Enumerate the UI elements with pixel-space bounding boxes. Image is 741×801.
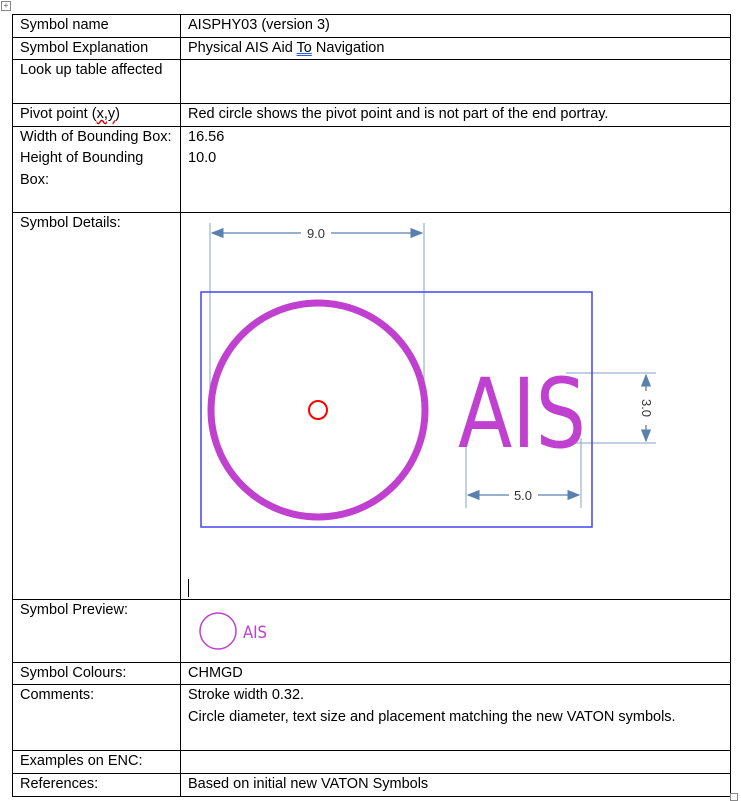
table-resize-handle[interactable]: [730, 793, 738, 801]
table-row: [13, 104, 731, 127]
table-row: [13, 662, 731, 685]
text-cursor: [188, 579, 189, 597]
value-symbol-colours: CHMGD: [181, 662, 731, 685]
table-row: [13, 126, 731, 212]
label-comments: Comments:: [13, 685, 181, 751]
text: Pivot point (: [20, 106, 97, 122]
dimension-extension-lines: [210, 223, 656, 508]
preview-circle-icon: [200, 613, 236, 649]
table-row: [13, 599, 731, 662]
table-row: [13, 212, 731, 599]
table-row: [13, 751, 731, 774]
value-height: 10.0: [188, 150, 217, 166]
value-references: Based on initial new VATON Symbols: [181, 773, 731, 796]
comment-line: Stroke width 0.32.: [188, 687, 305, 703]
value-pivot-point: Red circle shows the pivot point and is not part of the end portray.: [181, 104, 731, 127]
text: Physical AIS Aid: [188, 39, 297, 56]
symbol-spec-table: [12, 14, 731, 797]
spelling-flag-word[interactable]: x,y: [96, 106, 116, 122]
label-references: References:: [13, 773, 181, 796]
symbol-details-drawing: [181, 213, 741, 598]
label-symbol-explanation: Symbol Explanation: [13, 37, 181, 60]
label-symbol-details: Symbol Details:: [13, 212, 181, 599]
table-row: [13, 60, 731, 104]
preview-ais-text: AIS: [243, 622, 267, 643]
value-symbol-name: AISPHY03 (version 3): [181, 15, 731, 38]
value-examples-enc: [181, 751, 731, 774]
dimension-label-text-height: 3.0: [639, 398, 654, 417]
text: ): [115, 106, 120, 122]
symbol-preview-drawing: [181, 600, 301, 660]
dimension-label-text-width: 5.0: [513, 487, 533, 503]
table-move-handle[interactable]: +: [1, 1, 11, 11]
value-symbol-explanation: [181, 37, 731, 60]
symbol-preview-cell: [181, 599, 731, 662]
comment-line: Circle diameter, text size and placement matching the new VATON symbols.: [188, 708, 676, 725]
value-width: 16.56: [188, 128, 225, 145]
table-row: [13, 37, 731, 60]
label-symbol-name: Symbol name: [13, 15, 181, 38]
table-row: [13, 773, 731, 796]
label-pivot-point: [13, 104, 181, 127]
value-comments: [181, 685, 731, 751]
pivot-point-icon: [309, 401, 327, 419]
label-height: Height of Bounding Box:: [20, 150, 144, 188]
label-symbol-preview: Symbol Preview:: [13, 599, 181, 662]
table-row: [13, 685, 731, 751]
table-row: [13, 15, 731, 38]
value-bounding-box: [181, 126, 731, 212]
ais-circle-icon: [211, 303, 425, 517]
label-width: Width of Bounding Box:: [20, 128, 172, 145]
text: Navigation: [311, 39, 385, 56]
symbol-details-cell: [181, 212, 731, 599]
label-examples-enc: Examples on ENC:: [13, 751, 181, 774]
dimension-label-width: 9.0: [306, 225, 326, 241]
value-lookup-table: [181, 60, 731, 104]
label-bounding-box: [13, 126, 181, 212]
grammar-flag-word[interactable]: To: [296, 39, 312, 56]
label-symbol-colours: Symbol Colours:: [13, 662, 181, 685]
label-lookup-table: Look up table affected: [13, 60, 181, 104]
ais-text-symbol: AIS: [458, 357, 586, 470]
